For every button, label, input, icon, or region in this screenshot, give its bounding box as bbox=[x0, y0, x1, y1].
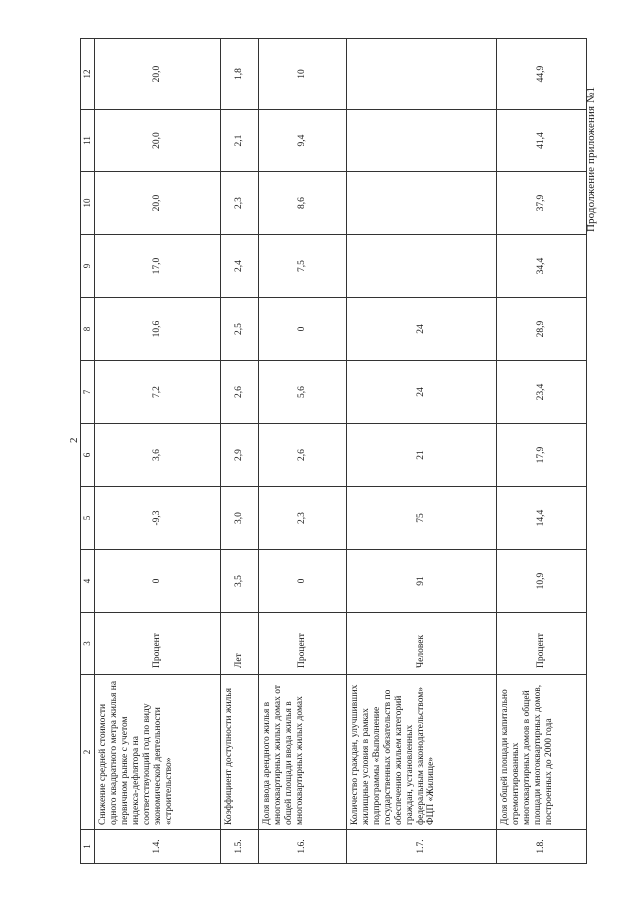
value-cell: 2,3 bbox=[259, 487, 347, 550]
unit-cell: Лет bbox=[221, 613, 259, 675]
value-cell: 21 bbox=[347, 424, 497, 487]
value-cell: 2,4 bbox=[221, 235, 259, 298]
value-cell: 3,0 bbox=[221, 487, 259, 550]
value-cell: 2,3 bbox=[221, 172, 259, 235]
header-cell: 2 bbox=[81, 675, 95, 830]
value-cell: 44,9 bbox=[497, 39, 587, 110]
value-cell: 28,9 bbox=[497, 298, 587, 361]
table-row bbox=[95, 39, 221, 864]
value-cell: 2,1 bbox=[221, 110, 259, 172]
header-cell: 12 bbox=[81, 39, 95, 110]
value-cell bbox=[347, 110, 497, 172]
header-cell: 8 bbox=[81, 298, 95, 361]
value-cell: 20,0 bbox=[95, 39, 221, 110]
value-cell: 41,4 bbox=[497, 110, 587, 172]
header-cell: 1 bbox=[81, 830, 95, 864]
unit-cell: Человек bbox=[347, 613, 497, 675]
value-cell: 0 bbox=[95, 550, 221, 613]
value-cell: 34,4 bbox=[497, 235, 587, 298]
value-cell: 5,6 bbox=[259, 361, 347, 424]
table-row bbox=[221, 39, 259, 864]
value-cell: 7,5 bbox=[259, 235, 347, 298]
value-cell: 10 bbox=[259, 39, 347, 110]
value-cell: 3,6 bbox=[95, 424, 221, 487]
header-cell: 10 bbox=[81, 172, 95, 235]
value-cell: 24 bbox=[347, 361, 497, 424]
value-cell: 10,6 bbox=[95, 298, 221, 361]
value-cell: 20,0 bbox=[95, 172, 221, 235]
header-row bbox=[81, 39, 95, 864]
indicator-description: Коэффициент доступности жилья bbox=[221, 675, 259, 830]
value-cell: 10,9 bbox=[497, 550, 587, 613]
value-cell: -9,3 bbox=[95, 487, 221, 550]
value-cell: 0 bbox=[259, 550, 347, 613]
value-cell: 17,9 bbox=[497, 424, 587, 487]
row-number: 1.6. bbox=[259, 830, 347, 864]
value-cell: 1,8 bbox=[221, 39, 259, 110]
value-cell: 24 bbox=[347, 298, 497, 361]
header-cell: 3 bbox=[81, 613, 95, 675]
header-cell: 7 bbox=[81, 361, 95, 424]
value-cell: 91 bbox=[347, 550, 497, 613]
header-cell: 11 bbox=[81, 110, 95, 172]
value-cell: 75 bbox=[347, 487, 497, 550]
header-cell: 6 bbox=[81, 424, 95, 487]
table-row bbox=[347, 39, 497, 864]
indicator-table-wrapper bbox=[80, 39, 585, 864]
value-cell: 23,4 bbox=[497, 361, 587, 424]
indicator-description: Доля ввода арендного жилья в многоквартирных жилых домах от общей площади ввода жилья в многоквартирных жилых домах bbox=[259, 675, 347, 830]
value-cell: 14,4 bbox=[497, 487, 587, 550]
table-row bbox=[497, 39, 587, 864]
row-number: 1.8. bbox=[497, 830, 587, 864]
unit-cell: Процент bbox=[95, 613, 221, 675]
value-cell: 9,4 bbox=[259, 110, 347, 172]
value-cell bbox=[347, 39, 497, 110]
header-cell: 9 bbox=[81, 235, 95, 298]
value-cell: 2,9 bbox=[221, 424, 259, 487]
row-number: 1.7. bbox=[347, 830, 497, 864]
value-cell: 0 bbox=[259, 298, 347, 361]
page-number: 2 bbox=[68, 437, 80, 443]
header-cell: 4 bbox=[81, 550, 95, 613]
table-row bbox=[259, 39, 347, 864]
indicator-description: Доля общей площади капитально отремонтированных многоквартирных домов в общей площади многоквартирных домов, построенных до 2000 года bbox=[497, 675, 587, 830]
unit-cell: Процент bbox=[259, 613, 347, 675]
value-cell: 37,9 bbox=[497, 172, 587, 235]
value-cell: 20,0 bbox=[95, 110, 221, 172]
row-number: 1.4. bbox=[95, 830, 221, 864]
value-cell bbox=[347, 235, 497, 298]
header-cell: 5 bbox=[81, 487, 95, 550]
value-cell: 2,6 bbox=[259, 424, 347, 487]
value-cell: 2,5 bbox=[221, 298, 259, 361]
indicator-table bbox=[80, 38, 587, 864]
value-cell: 2,6 bbox=[221, 361, 259, 424]
value-cell: 3,5 bbox=[221, 550, 259, 613]
row-number: 1.5. bbox=[221, 830, 259, 864]
indicator-description: Количество граждан, улучшивших жилищные условия в рамках подпрограммы «Выполнение государственных обязательств по обеспечению жильем категорий граждан, установленных федеральным законодательством» ФЦП «Жилище» bbox=[347, 675, 497, 830]
value-cell: 7,2 bbox=[95, 361, 221, 424]
value-cell: 8,6 bbox=[259, 172, 347, 235]
indicator-description: Снижение средней стоимости одного квадратного метра жилья на первичном рынке с учетом индекса-дефлятора на соответствующий год по виду экономической деятельности «строительство» bbox=[95, 675, 221, 830]
appendix-caption: Продолжение приложения №1 bbox=[585, 86, 597, 232]
unit-cell: Процент bbox=[497, 613, 587, 675]
value-cell: 17,0 bbox=[95, 235, 221, 298]
value-cell bbox=[347, 172, 497, 235]
